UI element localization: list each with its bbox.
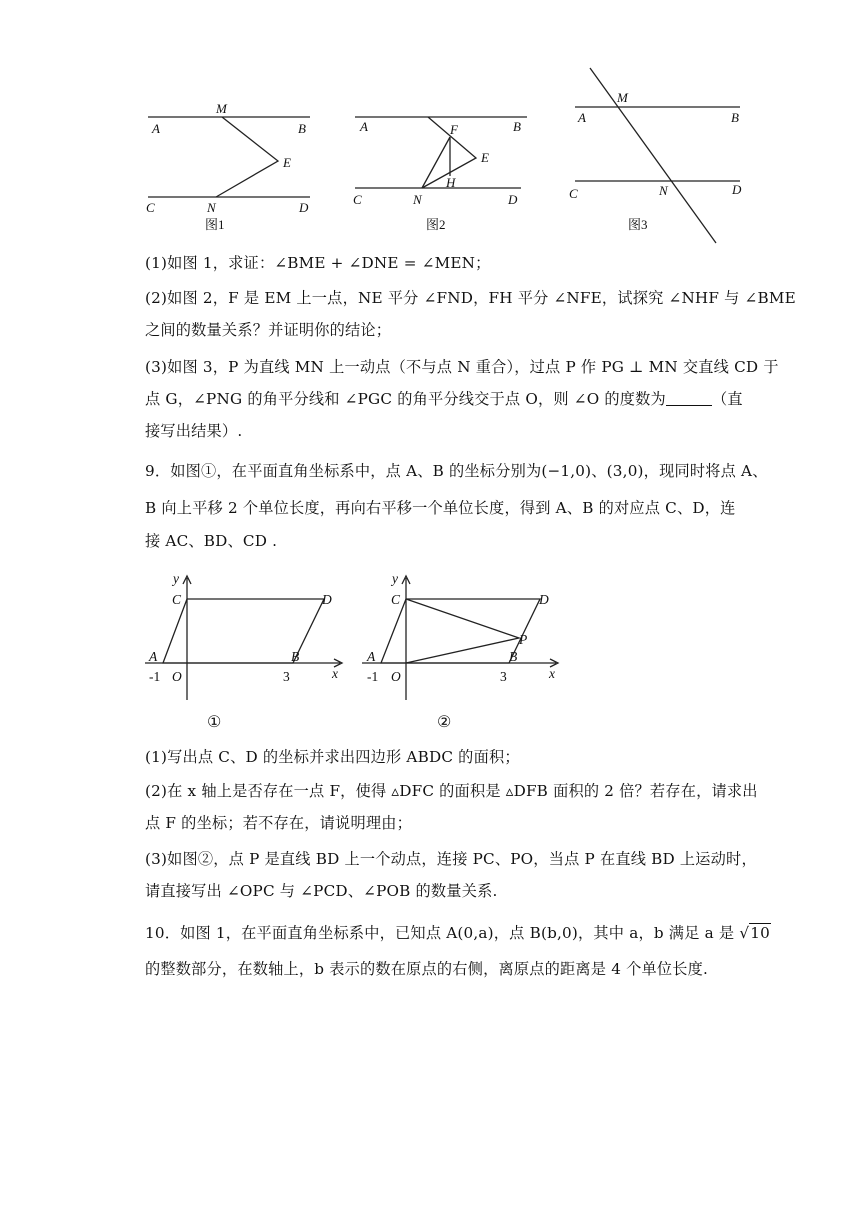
- sqrt-symbol: √10: [739, 924, 770, 942]
- q8-part3-line1: (3)如图 3，P 为直线 MN 上一动点（不与点 N 重合），过点 P 作 PG ⊥ MN 交直线 CD 于: [145, 358, 779, 376]
- q8-part3-line2-tail: （直: [711, 390, 743, 408]
- q9f2-label-d: D: [539, 592, 549, 607]
- fig1-label-b: B: [298, 121, 306, 136]
- fig2-label-f: F: [450, 122, 458, 137]
- q8-part3-line3: 接写出结果）.: [145, 422, 243, 440]
- q9f1-y-label: y: [173, 571, 179, 586]
- q9f2-tick-3: 3: [500, 669, 507, 684]
- fig2-label-d: D: [508, 192, 518, 207]
- fig1-label-n: N: [207, 200, 216, 215]
- q9f1-label-a: A: [149, 649, 158, 664]
- q9f1-tick-neg1: -1: [149, 669, 161, 684]
- q9-line3: 接 AC、BD、CD .: [145, 532, 278, 550]
- q9-figure-2-caption: ②: [437, 714, 452, 731]
- q9f2-label-c: C: [391, 592, 401, 607]
- fig3-label-b: B: [731, 110, 739, 125]
- fig2-label-a: A: [360, 119, 368, 134]
- fig1-caption: 图1: [205, 217, 225, 232]
- q9f2-label-o: O: [391, 669, 401, 684]
- fig1-label-m: M: [216, 101, 227, 116]
- fig3-label-c: C: [569, 186, 578, 201]
- figure-3: [575, 68, 740, 243]
- q9f1-label-c: C: [172, 592, 182, 607]
- q8-part3-line2-text: 点 G，∠PNG 的角平分线和 ∠PGC 的角平分线交于点 O，则 ∠O 的度数为: [145, 390, 666, 408]
- q9-line1: 9．如图①，在平面直角坐标系中，点 A、B 的坐标分别为(−1,0)、(3,0)，现同时将点 A、: [145, 462, 768, 480]
- fig3-label-a: A: [578, 110, 586, 125]
- fig2-label-e: E: [481, 150, 489, 165]
- q9-sub2-line2: 点 F 的坐标；若不存在，请说明理由；: [145, 814, 412, 832]
- fig2-caption: 图2: [426, 217, 446, 232]
- answer-blank: [666, 389, 712, 406]
- q8-part1: (1)如图 1，求证：∠BME + ∠DNE = ∠MEN；: [145, 254, 491, 272]
- q9f1-label-d: D: [322, 592, 332, 607]
- q9f2-y-label: y: [392, 571, 398, 586]
- top-figures: [0, 0, 860, 250]
- fig1-label-c: C: [146, 200, 155, 215]
- q9-figures: [0, 560, 860, 740]
- q8-part2-line1: (2)如图 2，F 是 EM 上一点，NE 平分 ∠FND，FH 平分 ∠NFE，试探究 ∠NHF 与 ∠BME: [145, 289, 796, 307]
- fig2-label-h: H: [446, 175, 456, 190]
- q10-line2: 的整数部分，在数轴上，b 表示的数在原点的右侧，离原点的距离是 4 个单位长度.: [145, 960, 709, 978]
- figure-2: [355, 117, 527, 188]
- q9f1-tick-3: 3: [283, 669, 290, 684]
- q9f1-label-b: B: [291, 649, 300, 664]
- q9-line2: B 向上平移 2 个单位长度，再向右平移一个单位长度，得到 A、B 的对应点 C、D，连: [145, 499, 736, 517]
- q10-line1: [145, 922, 770, 944]
- fig3-caption: 图3: [628, 217, 648, 232]
- fig2-label-n: N: [413, 192, 422, 207]
- q9f2-label-a: A: [367, 649, 376, 664]
- q9f2-label-p: P: [519, 632, 528, 647]
- q10-line1-text: 10．如图 1，在平面直角坐标系中，已知点 A(0,a)，点 B(b,0)，其中 a，b 满足 a 是: [145, 924, 735, 942]
- fig1-label-a: A: [152, 121, 160, 136]
- q9-sub3-line1: (3)如图②，点 P 是直线 BD 上一个动点，连接 PC、PO，当点 P 在直线 BD 上运动时，: [145, 850, 757, 868]
- q8-part2-line2: 之间的数量关系？并证明你的结论；: [145, 321, 392, 339]
- fig3-label-n: N: [659, 183, 668, 198]
- q9f2-label-b: B: [509, 649, 518, 664]
- q9f1-x-label: x: [332, 666, 338, 681]
- q9-figure-1-caption: ①: [207, 714, 222, 731]
- fig3-label-m: M: [617, 90, 628, 105]
- fig1-label-d: D: [299, 200, 309, 215]
- fig2-label-b: B: [513, 119, 521, 134]
- fig2-label-c: C: [353, 192, 362, 207]
- q9f2-x-label: x: [549, 666, 555, 681]
- q9f1-label-o: O: [172, 669, 182, 684]
- sqrt-radicand: 10: [750, 924, 770, 942]
- fig3-label-d: D: [732, 182, 742, 197]
- q9-sub2-line1: (2)在 x 轴上是否存在一点 F，使得 ▵DFC 的面积是 ▵DFB 面积的 2 倍？若存在，请求出: [145, 782, 758, 800]
- q9f2-tick-neg1: -1: [367, 669, 379, 684]
- q9-sub3-line2: 请直接写出 ∠OPC 与 ∠PCD、∠POB 的数量关系.: [145, 882, 498, 900]
- q9-sub1: (1)写出点 C、D 的坐标并求出四边形 ABDC 的面积；: [145, 748, 520, 766]
- fig1-label-e: E: [283, 155, 291, 170]
- q8-part3-line2: [145, 388, 743, 410]
